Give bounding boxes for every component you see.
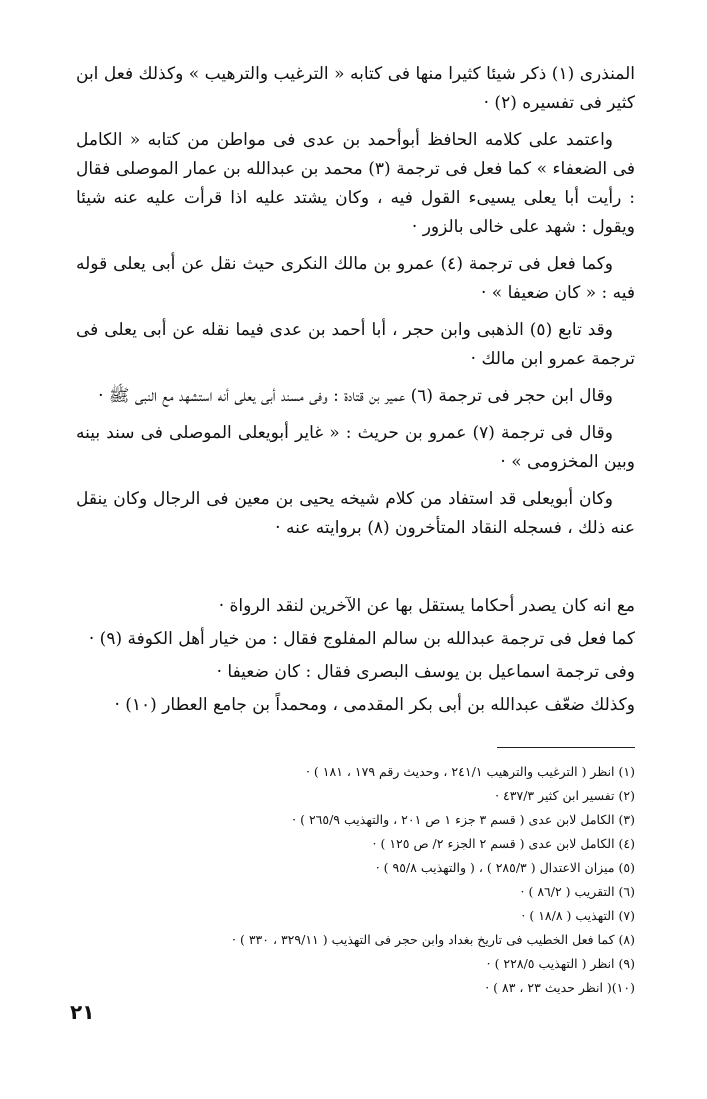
footnote-divider — [497, 747, 635, 748]
main-text — [76, 60, 635, 551]
footnote-6: (٦) التقريب ( ٨٦/٢ ) · — [520, 884, 635, 899]
footnote-7: (٧) التهذيب ( ١٨/٨ ) · — [521, 908, 635, 923]
footnote-5: (٥) ميزان الاعتدال ( ٢٨٥/٣ ) ، ( والتهذيب ٩٥/٨ ) · — [375, 860, 635, 875]
page-number: ٢١ — [70, 1000, 95, 1024]
narrator-list — [76, 590, 635, 722]
footnotes — [76, 760, 635, 1000]
list-line-2: كما فعل فى ترجمة عبدالله بن سالم المفلوج فقال : من خيار أهل الكوفة (٩) · — [88, 629, 635, 649]
paragraph-4: وقد تابع (٥) الذهبى وابن حجر ، أبا أحمد بن عدى فيما نقله عن أبى يعلى فى ترجمة عمرو ابن مالك · — [76, 320, 635, 369]
list-line-4: وكذلك ضعّف عبدالله بن أبى بكر المقدمى ، ومحمداً بن جامع العطار (١٠) · — [114, 695, 635, 715]
list-line-1: مع انه كان يصدر أحكاما يستقل بها عن الآخرين لنقد الرواة · — [218, 596, 635, 616]
footnote-1: (١) انظر ( الترغيب والترهيب ٢٤١/١ ، وحديث رقم ١٧٩ ، ١٨١ ) · — [305, 764, 635, 779]
paragraph-6: وقال فى ترجمة (٧) عمرو بن حريث : « غاير أبويعلى الموصلى فى سند بينه وبين المخزومى » · — [76, 423, 635, 472]
footnote-10: (١٠)( انظر حديث ٢٣ ، ٨٣ ) · — [485, 980, 635, 995]
footnote-8: (٨) كما فعل الخطيب فى تاريخ بغداد وابن حجر فى التهذيب ( ٣٢٩/١١ ، ٣٣٠ ) · — [232, 932, 635, 947]
paragraph-1: المنذرى (١) ذكر شيئا كثيرا منها فى كتابه « الترغيب والترهيب » وكذلك فعل ابن كثير فى تفسيره (٢) · — [76, 64, 635, 113]
paragraph-2: واعتمد على كلامه الحافظ أبوأحمد بن عدى فى مواطن من كتابه « الكامل فى الضعفاء » كما فعل فى ترجمة (٣) محمد بن عبدالله بن عمار الموصلى فقال : رأيت أبا يعلى يسيىء القول فيه ، وكان يشتد عليه اذا قرأت عليه عنه شيئا ويقول : شهد على خالى بالزور · — [76, 130, 636, 237]
footnote-3: (٣) الكامل لابن عدى ( قسم ٣ جزء ١ ص ٢٠١ ، والتهذيب ٢٦٥/٩ ) · — [292, 812, 635, 827]
footnote-2: (٢) تفسير ابن كثير ٤٣٧/٣ · — [495, 788, 635, 803]
footnote-4: (٤) الكامل لابن عدى ( قسم ٢ الجزء ٢/ ص ١٢٥ ) · — [372, 836, 635, 851]
paragraph-7: وكان أبويعلى قد استفاد من كلام شيخه يحيى بن معين فى الرجال وكان ينقل عنه ذلك ، فسجله النقاد المتأخرون (٨) بروايته عنه · — [76, 489, 635, 538]
paragraph-3: وكما فعل فى ترجمة (٤) عمرو بن مالك النكرى حيث نقل عن أبى يعلى قوله فيه : « كان ضعيفا » · — [76, 254, 635, 303]
paragraph-5: وقال ابن حجر فى ترجمة (٦) عمير بن قتادة : وفى مسند أبى يعلى أنه استشهد مع النبى ﷺ · — [98, 386, 613, 406]
list-line-3: وفى ترجمة اسماعيل بن يوسف البصرى فقال : كان ضعيفا · — [216, 662, 635, 682]
footnote-9: (٩) انظر ( التهذيب ٢٢٨/٥ ) · — [486, 956, 635, 971]
